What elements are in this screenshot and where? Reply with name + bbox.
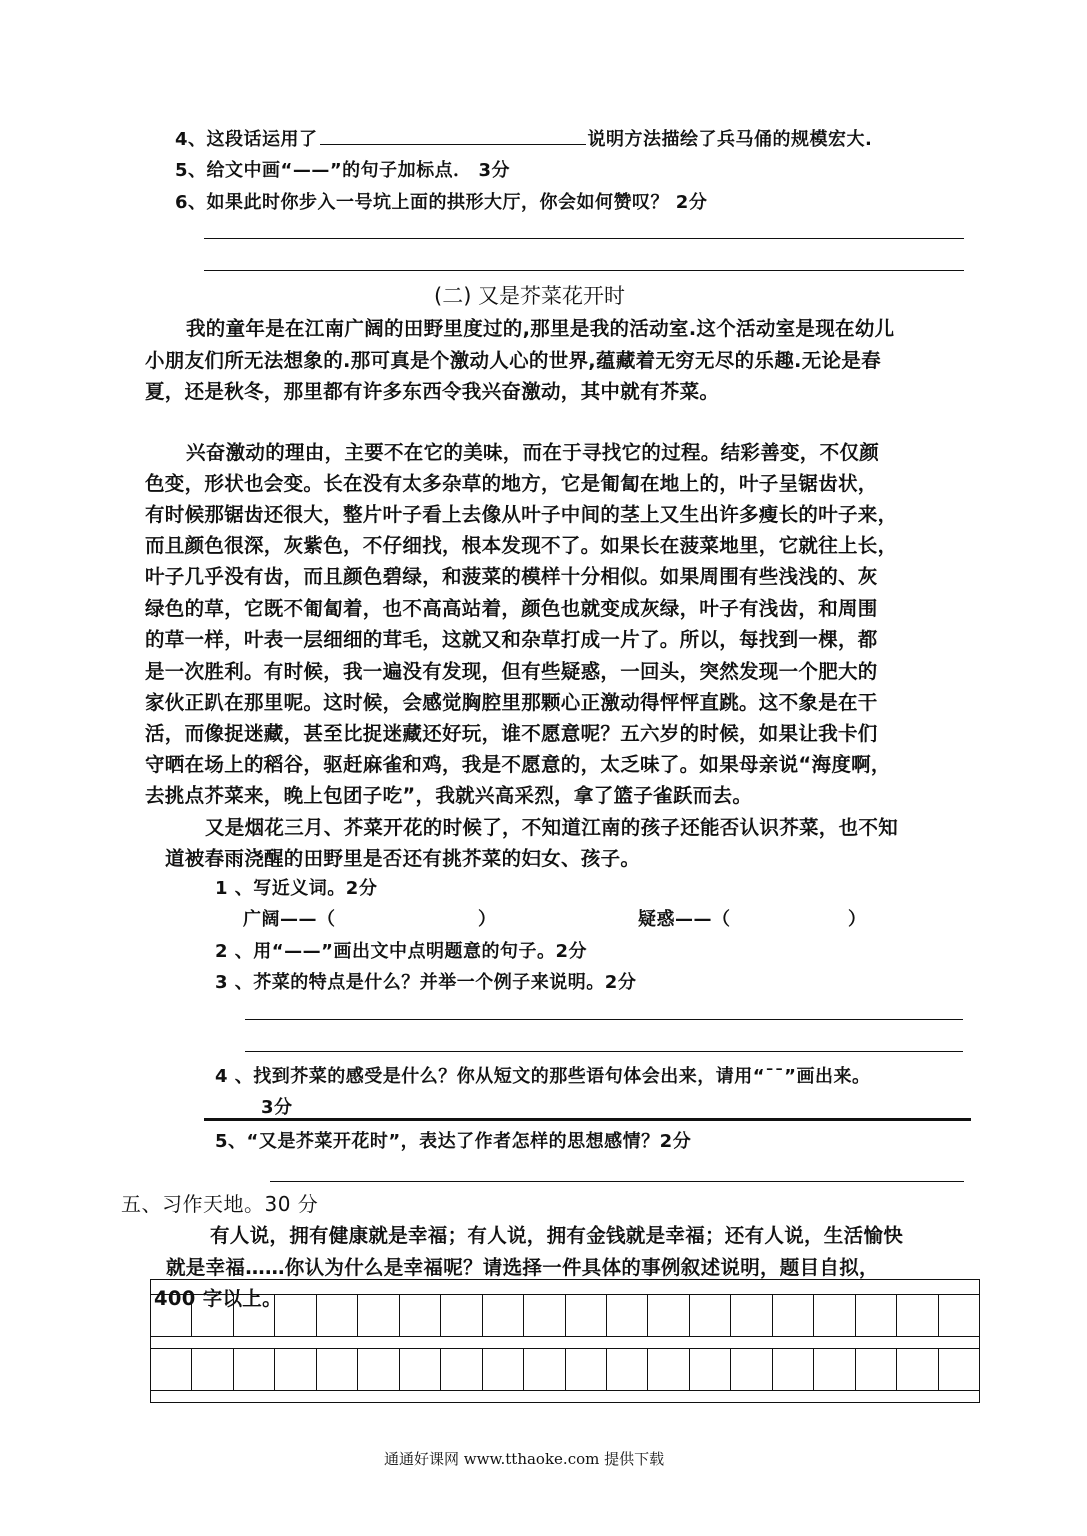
answer-line[interactable] <box>204 270 964 271</box>
grid-cell[interactable] <box>814 1294 855 1336</box>
grid-cell[interactable] <box>856 1348 897 1390</box>
grid-line <box>151 1336 979 1337</box>
passage-question-4: 4 、找到芥菜的感受是什么？你从短文的那些语句体会出来，请用“¯¯”画出来。 <box>215 1066 871 1087</box>
grid-cell[interactable] <box>731 1348 772 1390</box>
synonym-word-1: 广阔——（ <box>243 909 336 930</box>
passage-question-3: 3 、芥菜的特点是什么？并举一个例子来说明。2分 <box>215 972 637 993</box>
grid-cell[interactable] <box>151 1294 192 1336</box>
grid-cell[interactable] <box>275 1294 316 1336</box>
passage-line: 而且颜色很深，灰紫色，不仔细找，根本发现不了。如果长在菠菜地里，它就往上长， <box>145 534 898 557</box>
synonym-close-2: ） <box>848 909 867 930</box>
passage-line: 夏，还是秋冬，那里都有许多东西令我兴奋激动，其中就有芥菜。 <box>145 380 720 403</box>
answer-line[interactable] <box>204 1118 971 1121</box>
passage-line: 活，而像捉迷藏，甚至比捉迷藏还好玩，谁不愿意呢？五六岁的时候，如果让我卡们 <box>145 722 878 745</box>
passage-title: (二) 又是芥菜花开时 <box>434 284 626 308</box>
passage-line: 守晒在场上的稻谷，驱赶麻雀和鸡，我是不愿意的，太乏味了。如果母亲说“海度啊， <box>145 753 891 776</box>
question-5: 5、给文中画“——”的句子加标点． 3分 <box>175 160 510 181</box>
grid-line <box>151 1390 979 1391</box>
grid-cell[interactable] <box>607 1348 648 1390</box>
footer-credit: 通通好课网 www.tthaoke.com 提供下载 <box>384 1450 665 1468</box>
synonym-word-2: 疑惑——（ <box>638 909 731 930</box>
passage-line: 我的童年是在江南广阔的田野里度过的,那里是我的活动室.这个活动室是现在幼儿 <box>186 317 895 340</box>
grid-cell[interactable] <box>441 1348 482 1390</box>
answer-line[interactable] <box>204 238 964 239</box>
grid-cell[interactable] <box>400 1348 441 1390</box>
grid-cell[interactable] <box>400 1294 441 1336</box>
grid-cell[interactable] <box>483 1348 524 1390</box>
passage-line: 又是烟花三月、芥菜开花的时候了，不知道江南的孩子还能否认识芥菜，也不知 <box>205 816 899 839</box>
grid-cell[interactable] <box>358 1348 399 1390</box>
question-4-prefix: 4、这段话运用了 <box>175 129 318 150</box>
grid-cell[interactable] <box>192 1348 233 1390</box>
writing-prompt-line: 就是幸福……你认为什么是幸福呢？请选择一件具体的事例叙述说明，题目自拟， <box>166 1256 879 1279</box>
passage-question-4-score: 3分 <box>261 1097 293 1118</box>
passage-line: 有时候那锯齿还很大，整片叶子看上去像从叶子中间的茎上又生出许多瘦长的叶子来， <box>145 503 898 526</box>
grid-row <box>151 1294 979 1336</box>
passage-question-2: 2 、用“——”画出文中点明题意的句子。2分 <box>215 941 587 962</box>
grid-cell[interactable] <box>358 1294 399 1336</box>
passage-line: 小朋友们所无法想象的.那可真是个激动人心的世界,蕴藏着无穷无尽的乐趣.无论是春 <box>145 349 881 372</box>
passage-line: 是一次胜利。有时候，我一遍没有发现，但有些疑惑，一回头，突然发现一个肥大的 <box>145 660 878 683</box>
grid-cell[interactable] <box>648 1294 689 1336</box>
grid-cell[interactable] <box>773 1294 814 1336</box>
composition-grid <box>150 1279 980 1403</box>
grid-cell[interactable] <box>234 1348 275 1390</box>
grid-cell[interactable] <box>607 1294 648 1336</box>
grid-cell[interactable] <box>939 1348 979 1390</box>
section-heading: 五、习作天地。30 分 <box>121 1192 319 1216</box>
answer-line[interactable] <box>245 1019 963 1020</box>
grid-cell[interactable] <box>441 1294 482 1336</box>
question-6: 6、如果此时你步入一号坑上面的拱形大厅，你会如何赞叹？ 2分 <box>175 192 708 213</box>
answer-line[interactable] <box>270 1181 964 1182</box>
passage-line: 绿色的草，它既不匍匐着，也不高高站着，颜色也就变成灰绿，叶子有浅齿，和周围 <box>145 597 878 620</box>
passage-line: 道被春雨浇醒的田野里是否还有挑芥菜的妇女、孩子。 <box>165 847 641 870</box>
writing-prompt-line: 400 字以上。 <box>154 1287 282 1310</box>
passage-line: 家伙正趴在那里呢。这时候，会感觉胸腔里那颗心正激动得怦怦直跳。这不象是在干 <box>145 691 878 714</box>
writing-prompt-line: 有人说，拥有健康就是幸福；有人说，拥有金钱就是幸福；还有人说，生活愉快 <box>210 1224 904 1247</box>
passage-question-1: 1 、写近义词。2分 <box>215 878 378 899</box>
grid-cell[interactable] <box>151 1348 192 1390</box>
grid-cell[interactable] <box>566 1294 607 1336</box>
question-4 <box>175 125 872 151</box>
passage-line: 兴奋激动的理由，主要不在它的美味，而在于寻找它的过程。结彩善变，不仅颜 <box>186 441 880 464</box>
grid-cell[interactable] <box>814 1348 855 1390</box>
grid-cell[interactable] <box>566 1348 607 1390</box>
grid-cell[interactable] <box>192 1294 233 1336</box>
grid-cell[interactable] <box>897 1294 938 1336</box>
grid-cell[interactable] <box>317 1348 358 1390</box>
synonym-close-1: ） <box>478 909 497 930</box>
question-4-suffix: 说明方法描绘了兵马俑的规模宏大. <box>587 129 873 150</box>
grid-cell[interactable] <box>690 1348 731 1390</box>
grid-cell[interactable] <box>773 1348 814 1390</box>
grid-cell[interactable] <box>275 1348 316 1390</box>
grid-cell[interactable] <box>939 1294 979 1336</box>
passage-question-5: 5、“又是芥菜开花时”，表达了作者怎样的思想感情？2分 <box>215 1131 692 1152</box>
grid-cell[interactable] <box>234 1294 275 1336</box>
grid-cell[interactable] <box>690 1294 731 1336</box>
passage-line: 的草一样，叶表一层细细的茸毛，这就又和杂草打成一片了。所以，每找到一棵，都 <box>145 628 878 651</box>
grid-cell[interactable] <box>856 1294 897 1336</box>
passage-line: 叶子几乎没有齿，而且颜色碧绿，和菠菜的模样十分相似。如果周围有些浅浅的、灰 <box>145 565 878 588</box>
grid-row <box>151 1348 979 1390</box>
grid-cell[interactable] <box>648 1348 689 1390</box>
fill-blank[interactable] <box>320 126 586 145</box>
grid-cell[interactable] <box>731 1294 772 1336</box>
grid-cell[interactable] <box>483 1294 524 1336</box>
grid-cell[interactable] <box>317 1294 358 1336</box>
grid-cell[interactable] <box>897 1348 938 1390</box>
passage-line: 去挑点芥菜来，晚上包团子吃”，我就兴高采烈，拿了篮子雀跃而去。 <box>145 784 753 807</box>
grid-cell[interactable] <box>524 1294 565 1336</box>
grid-cell[interactable] <box>524 1348 565 1390</box>
passage-line: 色变，形状也会变。长在没有太多杂草的地方，它是匍匐在地上的，叶子呈锯齿状， <box>145 472 878 495</box>
answer-line[interactable] <box>245 1051 963 1052</box>
